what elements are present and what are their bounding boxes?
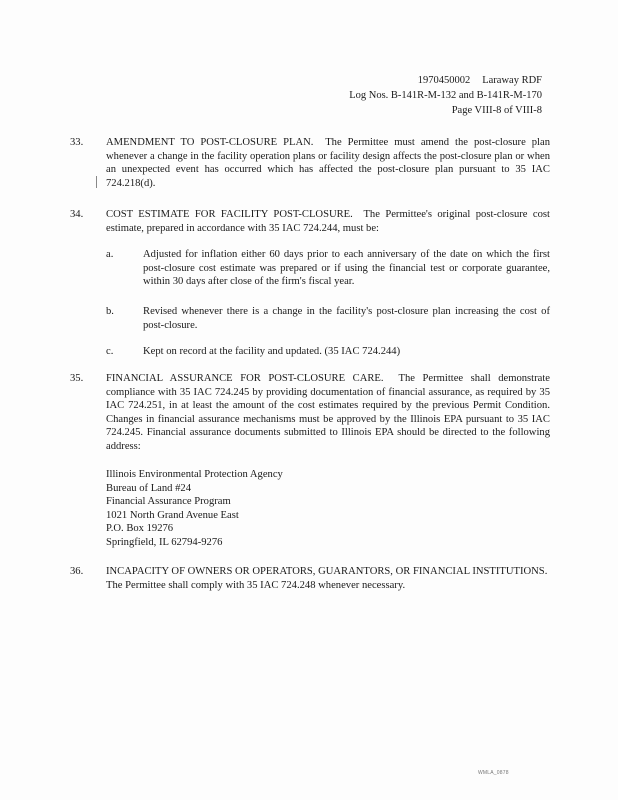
item-text: Revised whenever there is a change in the facility's post-closure plan increasing the cost of post-closure. (143, 306, 550, 331)
condition-body (106, 136, 550, 190)
item-text: Kept on record at the facility and updated. (35 IAC 724.244) (143, 346, 401, 357)
condition-34-item-b (106, 305, 550, 332)
condition-text: The Permittee must amend the post-closure plan whenever a change in the facility operation plans or facility design affects the post-closure plan or when an unexpected event has occurred which has affected the post-closure plan pursuant to 35 IAC 724.218(d). (106, 137, 550, 189)
address-line: P.O. Box 19276 (106, 523, 174, 535)
condition-heading: COST ESTIMATE FOR FACILITY POST-CLOSURE. (106, 209, 353, 220)
item-letter: a. (106, 249, 114, 260)
address-line: Illinois Environmental Protection Agency (106, 469, 283, 480)
item-text: Adjusted for inflation either 60 days prior to each anniversary of the date on which the first post-closure cost estimate was prepared or if using the financial test or corporate guarantee, within 30 days after close of the firm's fiscal year. (143, 249, 550, 288)
condition-number: 34. (70, 209, 84, 220)
page-header (349, 73, 542, 118)
item-letter: b. (106, 306, 114, 317)
condition-number: 36. (70, 566, 84, 577)
condition-number: 35. (70, 373, 84, 384)
address-line: Springfield, IL 62794-9276 (106, 536, 223, 548)
mailing-address (106, 468, 283, 550)
condition-35 (70, 372, 550, 454)
header-log-nos: Log Nos. B-141R-M-132 and B-141R-M-170 (349, 90, 542, 101)
condition-body (106, 208, 550, 235)
condition-34-item-c (106, 345, 550, 359)
condition-heading: INCAPACITY OF OWNERS OR OPERATORS, GUARANTORS, OR FINANCIAL INSTITUTIONS. (106, 566, 548, 577)
address-line: 1021 North Grand Avenue East (106, 509, 239, 521)
condition-text: The Permittee shall comply with 35 IAC 724.248 whenever necessary. (106, 579, 406, 591)
bates-stamp: WMLA_0878 (478, 770, 509, 776)
header-doc-id: 1970450002 (417, 75, 471, 86)
address-line: Financial Assurance Program (106, 496, 231, 508)
item-letter: c. (106, 346, 114, 357)
condition-body (106, 565, 550, 592)
condition-number: 33. (70, 137, 84, 148)
condition-33 (70, 136, 550, 190)
condition-body (106, 372, 550, 454)
condition-34 (70, 208, 550, 235)
condition-36 (70, 565, 550, 592)
header-facility: Laraway RDF (482, 75, 542, 86)
header-page-number: Page VIII-8 of VIII-8 (451, 105, 542, 116)
scan-artifact (96, 176, 97, 188)
condition-heading: FINANCIAL ASSURANCE FOR POST-CLOSURE CARE. (106, 373, 384, 384)
address-line: Bureau of Land #24 (106, 482, 192, 494)
condition-text: The Permittee shall demonstrate compliance with 35 IAC 724.245 by providing documentation of financial assurance, as required by 35 IAC 724.251, in at least the amount of the cost estimates required by the previous Permit Condition. Changes in financial assurance mechanisms must be approved by the Illinois EPA pursuant to 35 IAC 724.245. Financial assurance documents submitted to Illinois EPA should be directed to the following address: (106, 373, 550, 452)
condition-text: The Permittee's original post-closure cost estimate, prepared in accordance with 35 IAC 724.244, must be: (106, 209, 550, 234)
condition-heading: AMENDMENT TO POST-CLOSURE PLAN. (106, 137, 314, 148)
header-id-line (349, 73, 542, 88)
condition-34-item-a (106, 248, 550, 289)
